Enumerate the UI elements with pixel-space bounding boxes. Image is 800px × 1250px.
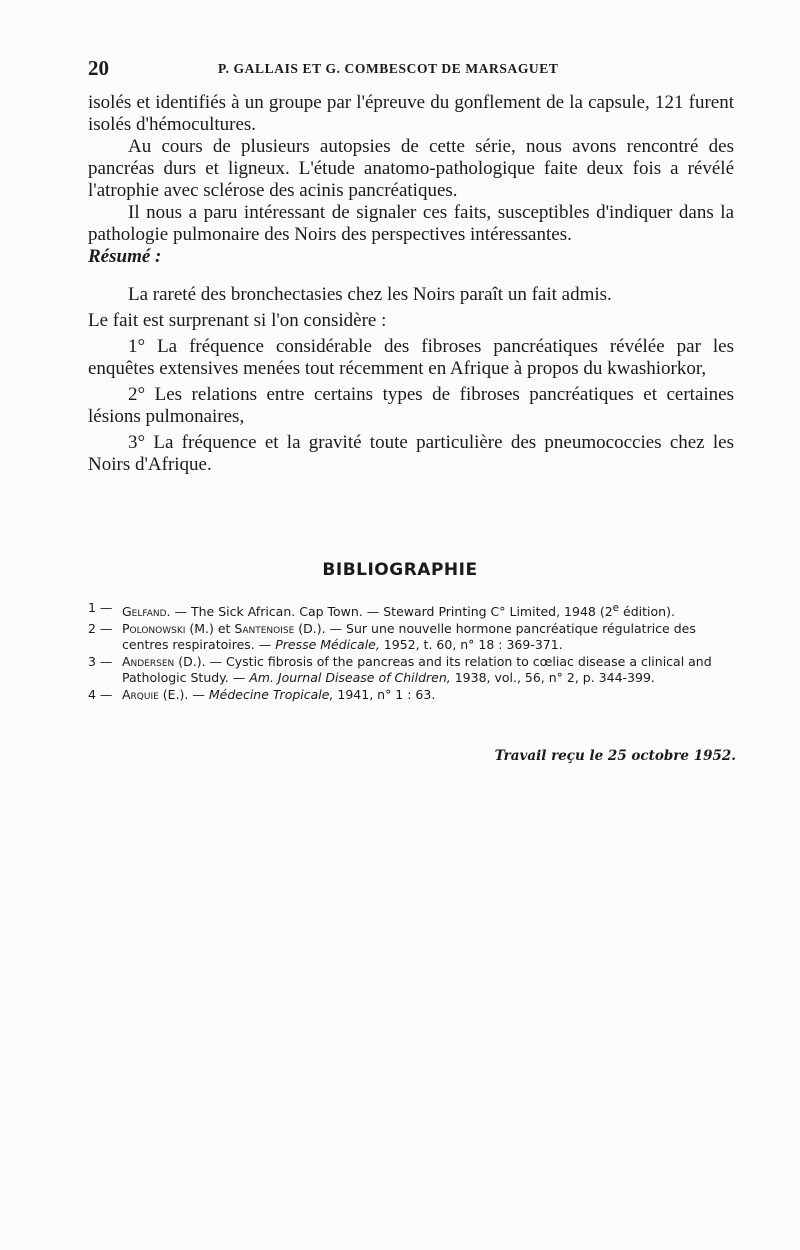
bibliography-title: BIBLIOGRAPHIE [322,560,478,580]
entry-journal: Am. Journal Disease of Children, [249,670,451,686]
entry-body: — The Sick African. Cap Town. — Steward Printing C° Limited, 1948 (2 [170,604,613,620]
body-text [88,92,734,476]
entry-body: (D.). — Cystic fibrosis of the pancreas and its relation to cœliac disease a clinical and Pathologic Study. — [122,654,712,686]
resume-heading: Résumé : [88,246,162,267]
entry-journal: Médecine Tropicale, [208,687,334,703]
summary-item-1: 1° La fréquence considérable des fibroses pancréatiques révélée par les enquêtes extensives menées tout récemment en Afrique à propos du kwashiorkor, [88,336,734,379]
entry-body: (E.). — [158,687,209,703]
entry-superscript: e [612,602,620,614]
summary-line-1: La rareté des bronchectasies chez les Noirs paraît un fait admis. [128,284,612,305]
entry-author-2: Santenoise [234,621,295,637]
entry-number: 2 — [88,621,113,637]
entry-text [122,654,734,686]
bibliography-list [88,600,734,704]
entry-number: 3 — [88,654,113,670]
entry-body-end: 1938, vol., 56, n° 2, p. 344-399. [450,670,655,686]
received-date: Travail reçu le 25 octobre 1952. [494,748,736,764]
entry-text [122,621,734,653]
paragraph-3: Il nous a paru intéressant de signaler ces faits, susceptibles d'indiquer dans la pathologie pulmonaire des Noirs des perspectives intéressantes. [88,202,734,245]
entry-body-mid: (D.). — Sur une nouvelle hormone pancréatique régulatrice des centres respiratoires. — [122,621,696,653]
summary-line-2: Le fait est surprenant si l'on considère : [88,310,387,331]
entry-author: Polonowski [122,621,186,637]
running-head: P. GALLAIS ET G. COMBESCOT DE MARSAGUET [218,61,559,76]
paragraph-2: Au cours de plusieurs autopsies de cette série, nous avons rencontré des pancréas durs et ligneux. L'étude anatomo-pathologique faite deux fois a révélé l'atrophie avec sclérose des acinis pancréatiques. [88,136,734,201]
entry-author: Arquie [122,687,159,703]
paragraph-1: isolés et identifiés à un groupe par l'épreuve du gonflement de la capsule, 121 furent isolés d'hémocultures. [88,92,734,135]
bibliography-entry [88,621,734,653]
summary-item-3: 3° La fréquence et la gravité toute particulière des pneumococcies chez les Noirs d'Afrique. [88,432,734,475]
entry-number: 1 — [88,600,113,615]
entry-text [122,600,734,620]
entry-number: 4 — [88,687,113,703]
bibliography-entry [88,654,734,686]
entry-text [122,687,734,703]
entry-body-end: 1941, n° 1 : 63. [333,687,436,703]
summary-item-2: 2° Les relations entre certains types de fibroses pancréatiques et certaines lésions pulmonaires, [88,384,734,427]
entry-body: (M.) et [185,621,235,637]
entry-journal: Presse Médicale, [275,637,380,653]
entry-body-end: édition). [619,604,675,620]
entry-body-end: 1952, t. 60, n° 18 : 369-371. [379,637,563,653]
entry-author: Gelfand. [122,604,171,620]
bibliography-entry [88,600,734,620]
bibliography-entry [88,687,734,703]
entry-author: Andersen [122,654,175,670]
page-header [88,56,734,82]
page-number: 20 [88,56,109,80]
